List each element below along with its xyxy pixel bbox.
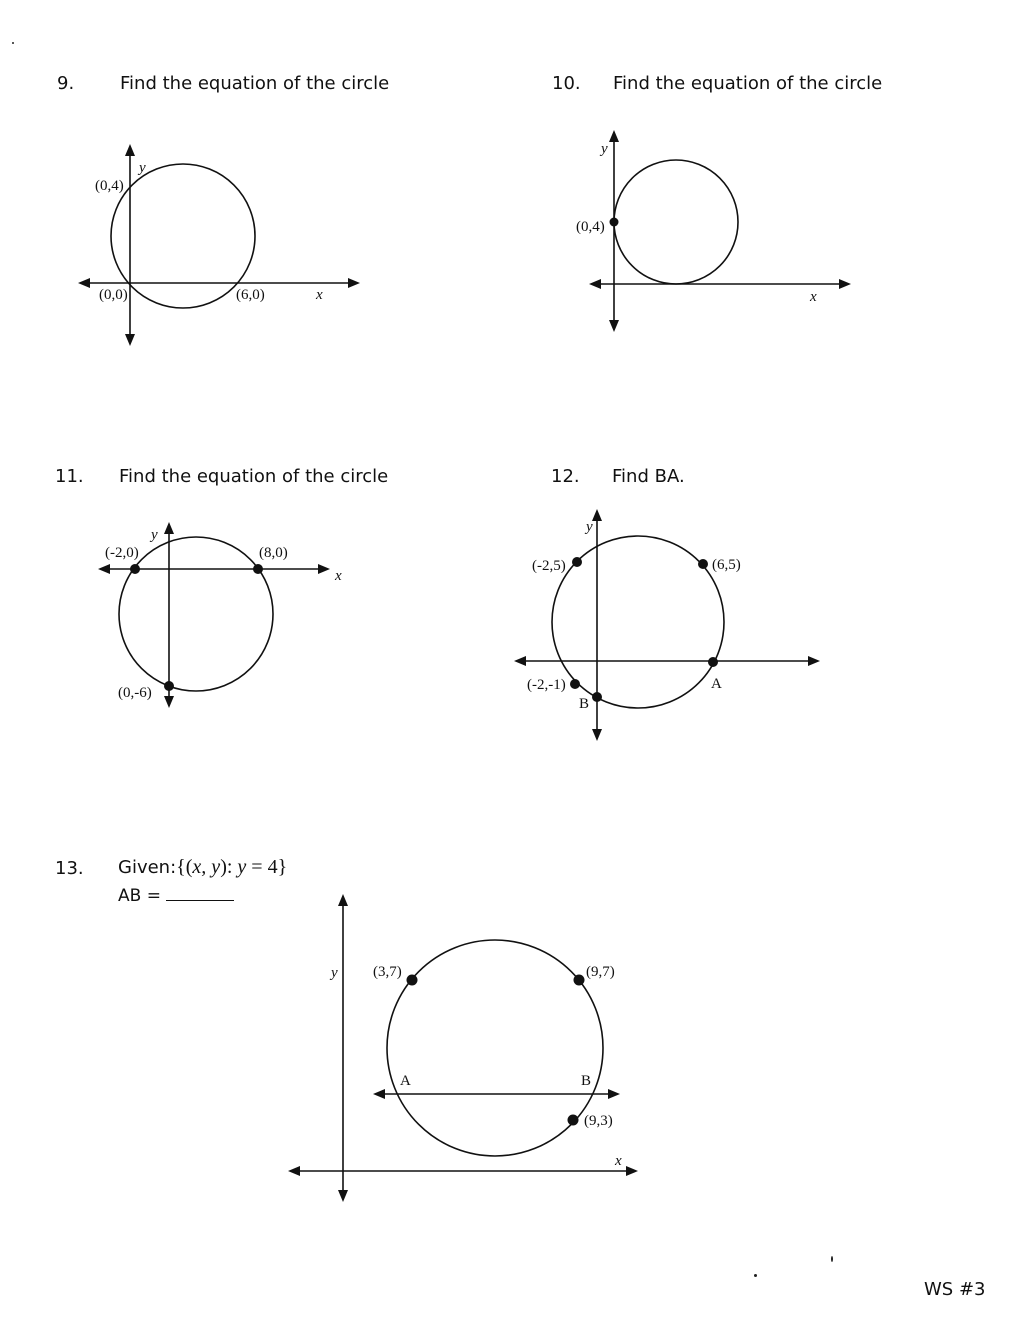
- label-9-7: (9,7): [586, 964, 615, 980]
- given-set-close: ):: [220, 856, 238, 878]
- point-dot: [574, 975, 585, 986]
- arrow-down-icon: [338, 1190, 348, 1202]
- x-axis-label: x: [615, 1153, 622, 1169]
- problem-9-prompt: Find the equation of the circle: [120, 73, 390, 94]
- given-condition-variable: y: [237, 856, 247, 878]
- y-axis-label: y: [586, 519, 593, 535]
- label-neg2-neg1: (-2,-1): [527, 677, 566, 693]
- label-0-4: (0,4): [95, 178, 124, 194]
- problem-10-number: 10.: [552, 73, 581, 94]
- point-dot: [407, 975, 418, 986]
- label-0-neg6: (0,-6): [118, 685, 152, 701]
- scan-speck: [12, 42, 14, 44]
- label-0-0: (0,0): [99, 287, 128, 303]
- x-axis-label: x: [810, 289, 817, 305]
- label-neg2-5: (-2,5): [532, 558, 566, 574]
- scan-speck: [831, 1256, 833, 1262]
- arrow-up-icon: [338, 894, 348, 906]
- problem-11-prompt: Find the equation of the circle: [119, 466, 389, 487]
- label-8-0: (8,0): [259, 545, 288, 561]
- y-axis-label: y: [139, 160, 146, 176]
- given-variables: x, y: [192, 856, 221, 878]
- x-axis-label: x: [335, 568, 342, 584]
- y-axis-label: y: [601, 141, 608, 157]
- y-axis-label: y: [331, 965, 338, 981]
- point-dot: [568, 1115, 579, 1126]
- scan-speck: [754, 1274, 757, 1277]
- problem-9-number: 9.: [57, 73, 75, 94]
- given-condition: = 4}: [246, 856, 288, 878]
- line-arrow-right-icon: [608, 1089, 620, 1099]
- problem-10-prompt: Find the equation of the circle: [613, 73, 883, 94]
- problem-13-number: 13.: [55, 858, 84, 879]
- label-neg2-0: (-2,0): [105, 545, 139, 561]
- worksheet-footer: WS #3: [924, 1279, 986, 1300]
- problem-12-prompt: Find BA.: [612, 466, 685, 487]
- given-set-open: {(: [176, 856, 193, 878]
- label-6-0: (6,0): [236, 287, 265, 303]
- y-axis-label: y: [151, 527, 158, 543]
- label-b: B: [579, 696, 590, 712]
- x-axis-label: x: [316, 287, 323, 303]
- problem-11-number: 11.: [55, 466, 84, 487]
- label-6-5: (6,5): [712, 557, 741, 573]
- label-b: B: [581, 1073, 592, 1089]
- label-0-4: (0,4): [576, 219, 605, 235]
- label-9-3: (9,3): [584, 1113, 613, 1129]
- label-3-7: (3,7): [373, 964, 402, 980]
- problem-12-number: 12.: [551, 466, 580, 487]
- ab-label: AB =: [118, 886, 167, 906]
- given-label: Given:: [118, 857, 177, 878]
- arrow-right-icon: [626, 1166, 638, 1176]
- label-a: A: [400, 1073, 411, 1089]
- label-a: A: [711, 676, 722, 692]
- line-arrow-left-icon: [373, 1089, 385, 1099]
- arrow-left-icon: [288, 1166, 300, 1176]
